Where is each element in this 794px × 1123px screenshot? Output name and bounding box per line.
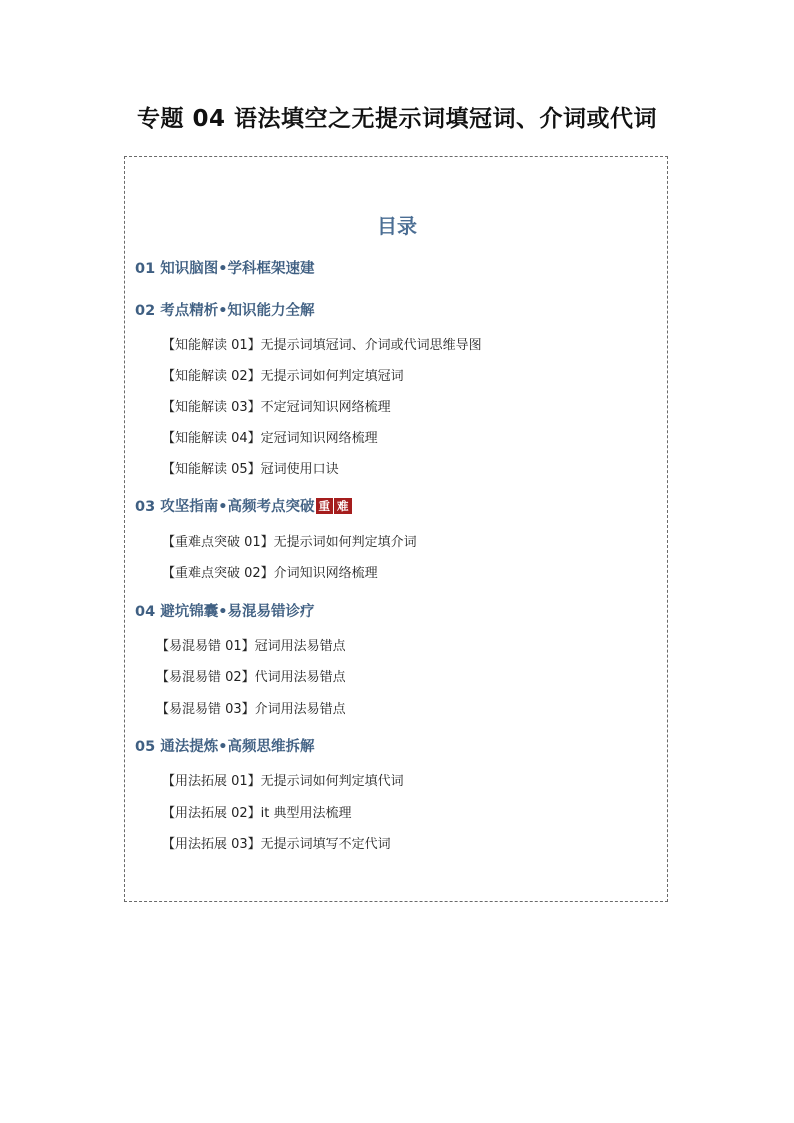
toc-section-05[interactable]: 05 通法提炼•高频思维拆解: [135, 739, 315, 755]
toc-item[interactable]: 【知能解读 04】定冠词知识网络梳理: [162, 431, 378, 446]
toc-heading: 目录: [377, 214, 417, 238]
toc-item[interactable]: 【重难点突破 01】无提示词如何判定填介词: [162, 535, 417, 550]
document-title: 专题 04 语法填空之无提示词填冠词、介词或代词: [136, 106, 658, 132]
toc-item[interactable]: 【重难点突破 02】介词知识网络梳理: [162, 566, 378, 581]
badge-zhong: 重: [316, 498, 334, 514]
badge-nan: 难: [334, 498, 352, 514]
toc-item[interactable]: 【知能解读 02】无提示词如何判定填冠词: [162, 369, 404, 384]
toc-item[interactable]: 【知能解读 01】无提示词填冠词、介词或代词思维导图: [162, 338, 482, 353]
toc-section-03-title: 03 攻坚指南•高频考点突破: [135, 499, 315, 515]
toc-item[interactable]: 【易混易错 01】冠词用法易错点: [156, 639, 346, 654]
toc-item[interactable]: 【用法拓展 03】无提示词填写不定代词: [162, 837, 391, 852]
toc-section-01[interactable]: 01 知识脑图•学科框架速建: [135, 261, 315, 277]
toc-item[interactable]: 【易混易错 02】代词用法易错点: [156, 670, 346, 685]
toc-item[interactable]: 【用法拓展 02】it 典型用法梳理: [162, 806, 352, 821]
toc-item[interactable]: 【用法拓展 01】无提示词如何判定填代词: [162, 774, 404, 789]
key-difficulty-badge: [316, 498, 353, 514]
toc-section-04[interactable]: 04 避坑锦囊•易混易错诊疗: [135, 604, 315, 620]
toc-section-02[interactable]: 02 考点精析•知识能力全解: [135, 303, 315, 319]
toc-item[interactable]: 【知能解读 05】冠词使用口诀: [162, 462, 339, 477]
toc-item[interactable]: 【易混易错 03】介词用法易错点: [156, 702, 346, 717]
toc-section-03[interactable]: [135, 495, 353, 516]
toc-item[interactable]: 【知能解读 03】不定冠词知识网络梳理: [162, 400, 391, 415]
